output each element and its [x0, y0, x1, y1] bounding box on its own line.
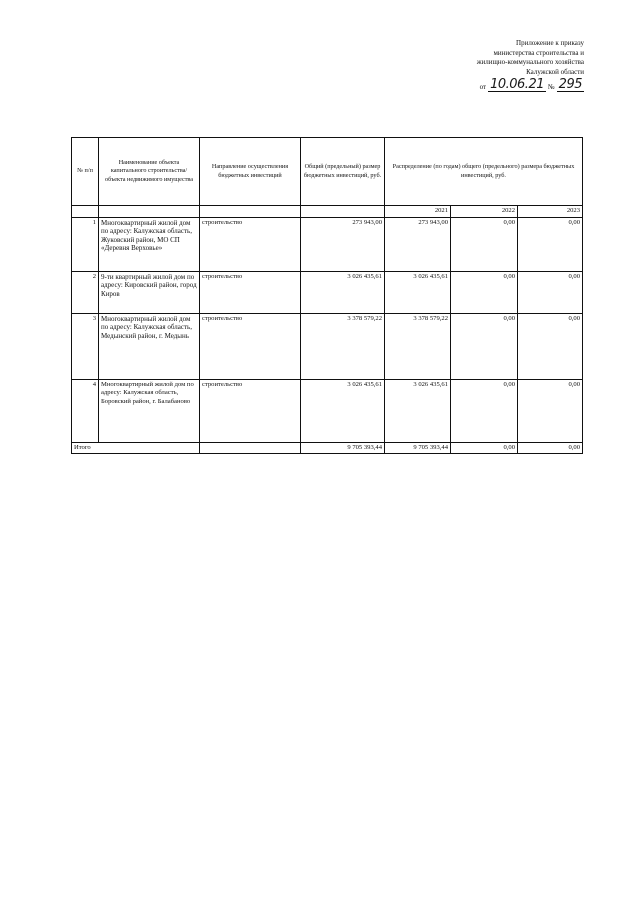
row-total: 273 943,00	[301, 217, 385, 271]
row-2023: 0,00	[518, 217, 583, 271]
row-total: 3 378 579,22	[301, 313, 385, 379]
header-name: Наименование объекта капитального строительства/объекта недвижимого имущества	[99, 138, 200, 206]
total-2022: 0,00	[451, 442, 518, 454]
header-num: № п/п	[72, 138, 99, 206]
table-row	[72, 313, 583, 379]
row-2021: 273 943,00	[385, 217, 451, 271]
row-name: Многоквартирный жилой дом по адресу: Калужская область, Медынский район, г. Медынь	[99, 313, 200, 379]
row-2022: 0,00	[451, 217, 518, 271]
row-2021: 3 026 435,61	[385, 379, 451, 442]
row-2023: 0,00	[518, 271, 583, 313]
row-num: 3	[72, 313, 99, 379]
table-row	[72, 217, 583, 271]
row-name: Многоквартирный жилой дом по адресу: Калужская область, Жуковский район, МО СП «Деревня Верховье»	[99, 217, 200, 271]
header-total: Общий (предельный) размер бюджетных инвестиций, руб.	[301, 138, 385, 206]
row-2023: 0,00	[518, 313, 583, 379]
row-direction: строительство	[200, 271, 301, 313]
total-row	[72, 442, 583, 454]
header-direction: Направление осуществления бюджетных инвестиций	[200, 138, 301, 206]
year-2021: 2021	[385, 206, 451, 218]
total-2021: 9 705 393,44	[385, 442, 451, 454]
row-2022: 0,00	[451, 313, 518, 379]
row-total: 3 026 435,61	[301, 379, 385, 442]
header-row	[72, 138, 583, 206]
row-2022: 0,00	[451, 271, 518, 313]
appendix-line: жилищно-коммунального хозяйства	[476, 58, 584, 66]
row-num: 1	[72, 217, 99, 271]
order-number: 295	[558, 77, 582, 92]
appendix-line: Калужской области	[526, 67, 584, 76]
row-direction: строительство	[200, 379, 301, 442]
year-2023: 2023	[518, 206, 583, 218]
row-name: 9-ти квартирный жилой дом по адресу: Кировский район, город Киров	[99, 271, 200, 313]
year-2022: 2022	[451, 206, 518, 218]
years-row	[72, 206, 583, 218]
table-row	[72, 271, 583, 313]
total-2023: 0,00	[518, 442, 583, 454]
appendix-line: Приложение к приказу	[516, 39, 584, 47]
row-name: Многоквартирный жилой дом по адресу: Калужская область, Боровский район, г. Балабаново	[99, 379, 200, 442]
number-prefix: №	[547, 82, 555, 91]
row-2021: 3 026 435,61	[385, 271, 451, 313]
order-date-number	[384, 79, 584, 92]
row-num: 2	[72, 271, 99, 313]
row-2023: 0,00	[518, 379, 583, 442]
row-direction: строительство	[200, 217, 301, 271]
row-num: 4	[72, 379, 99, 442]
table-row	[72, 379, 583, 442]
appendix-line: министерства строительства и	[493, 48, 584, 57]
row-2021: 3 378 579,22	[385, 313, 451, 379]
date-prefix: от	[479, 82, 487, 91]
investment-table	[71, 137, 583, 454]
appendix-header	[384, 39, 584, 92]
row-direction: строительство	[200, 313, 301, 379]
order-date: 10.06.21	[490, 77, 544, 92]
header-distribution: Распределение (по годам) общего (предельного) размера бюджетных инвестиций, руб.	[385, 138, 583, 206]
row-2022: 0,00	[451, 379, 518, 442]
row-total: 3 026 435,61	[301, 271, 385, 313]
total-sum: 9 705 393,44	[301, 442, 385, 454]
total-label: Итого	[72, 442, 200, 454]
